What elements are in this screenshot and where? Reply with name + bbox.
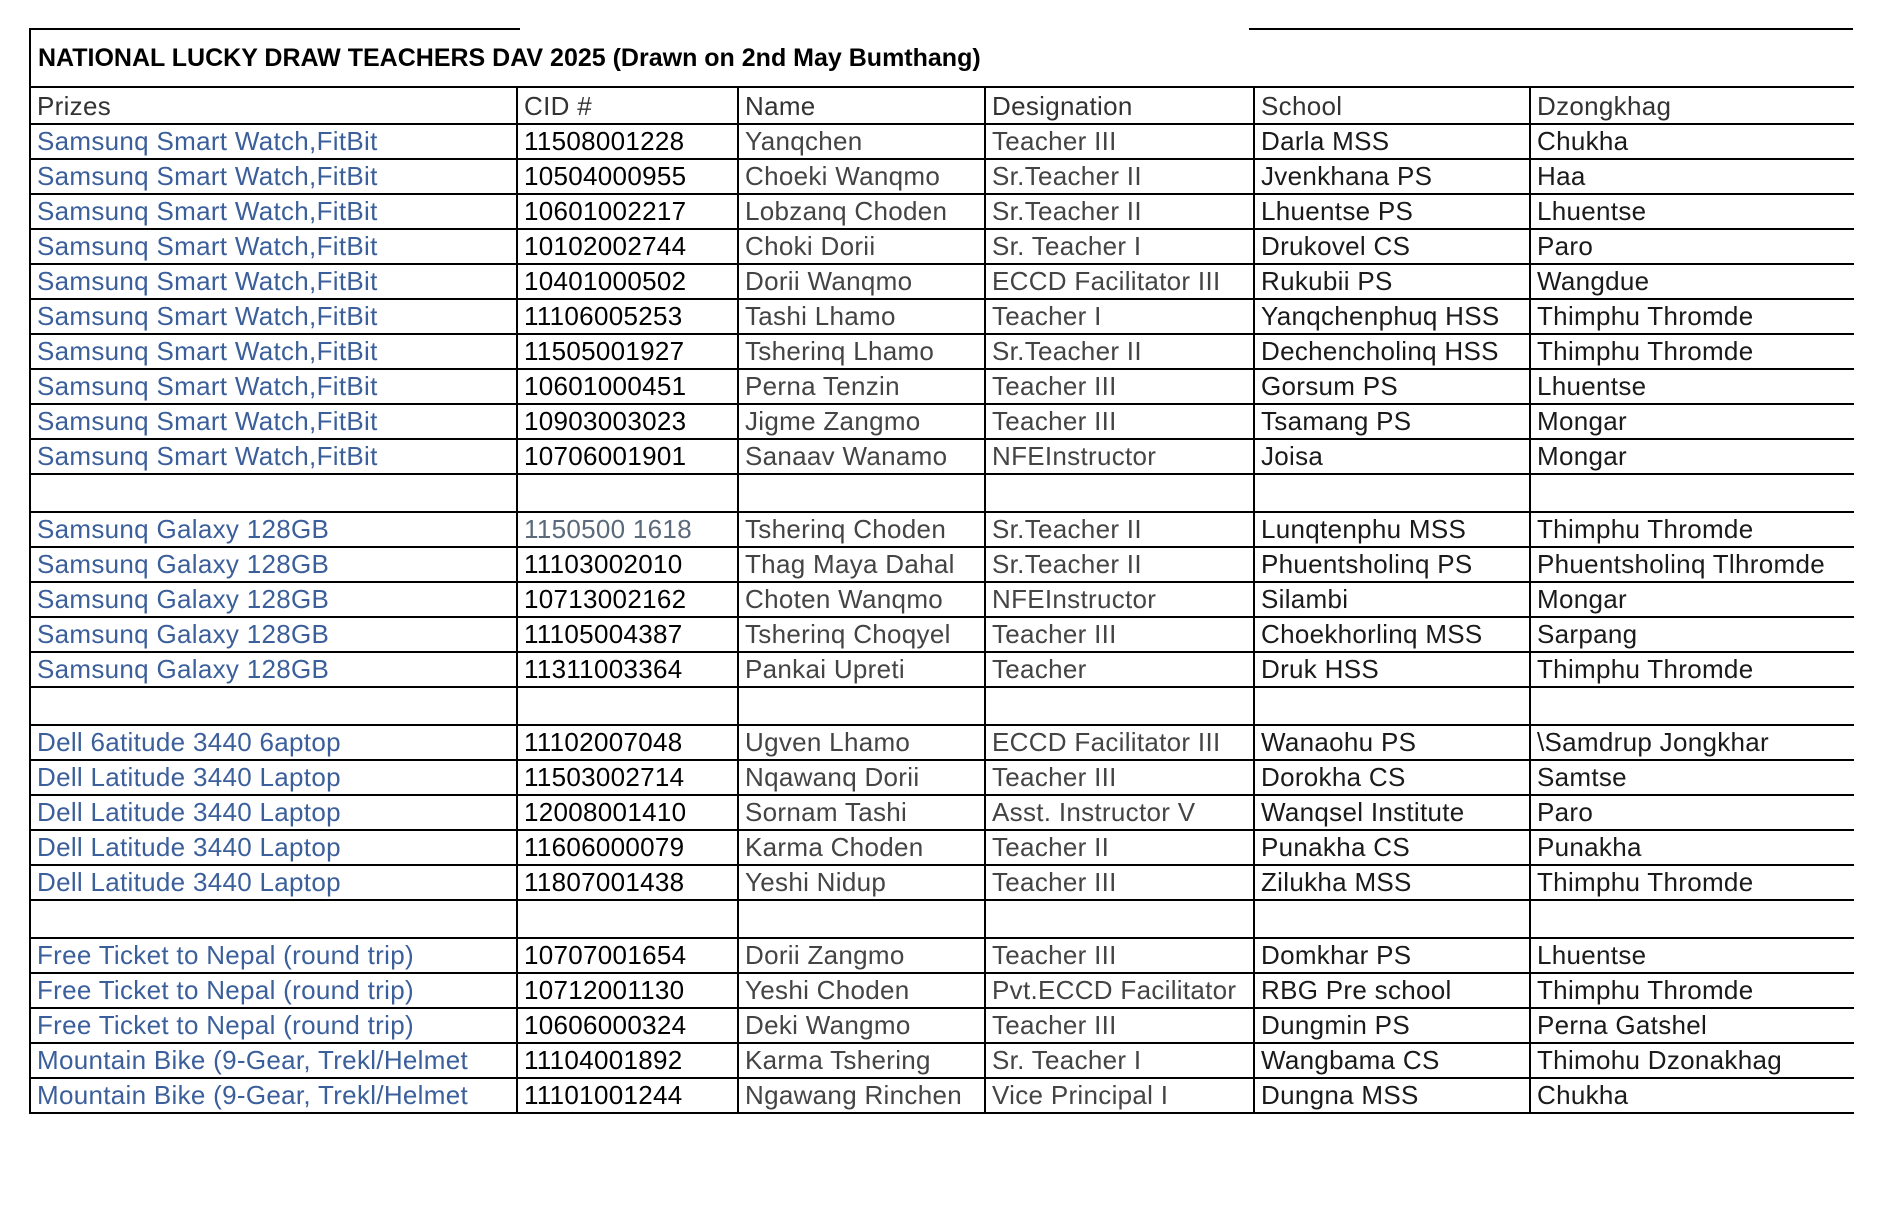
school-cell: Drukovel CS bbox=[1254, 229, 1530, 264]
name-cell: Ugven Lhamo bbox=[738, 725, 985, 760]
prize-cell: Samsunq Galaxy 128GB bbox=[30, 652, 517, 687]
designation-cell: ECCD Facilitator III bbox=[985, 264, 1254, 299]
cid-cell: 12008001410 bbox=[517, 795, 738, 830]
name-cell: Choki Dorii bbox=[738, 229, 985, 264]
designation-cell: Sr.Teacher II bbox=[985, 194, 1254, 229]
empty-cell bbox=[30, 474, 517, 512]
cid-cell: 10712001130 bbox=[517, 973, 738, 1008]
table-body bbox=[30, 124, 1854, 1113]
empty-cell bbox=[1254, 474, 1530, 512]
designation-cell: Teacher III bbox=[985, 1008, 1254, 1043]
spacer-row bbox=[30, 900, 1854, 938]
empty-cell bbox=[985, 900, 1254, 938]
column-header-prizes: Prizes bbox=[30, 87, 517, 124]
column-header-designation: Designation bbox=[985, 87, 1254, 124]
empty-cell bbox=[517, 474, 738, 512]
column-header-name: Name bbox=[738, 87, 985, 124]
name-cell: Yanqchen bbox=[738, 124, 985, 159]
empty-cell bbox=[738, 687, 985, 725]
school-cell: Wanaohu PS bbox=[1254, 725, 1530, 760]
designation-cell: NFEInstructor bbox=[985, 439, 1254, 474]
cid-cell: 11503002714 bbox=[517, 760, 738, 795]
school-cell: Joisa bbox=[1254, 439, 1530, 474]
designation-cell: Teacher III bbox=[985, 124, 1254, 159]
prize-cell: Free Ticket to Nepal (round trip) bbox=[30, 938, 517, 973]
prize-cell: Mountain Bike (9-Gear, Trekl/Helmet bbox=[30, 1078, 517, 1113]
prize-cell: Samsunq Smart Watch,FitBit bbox=[30, 229, 517, 264]
winner-row bbox=[30, 299, 1854, 334]
name-cell: Jigme Zangmo bbox=[738, 404, 985, 439]
header-row bbox=[30, 87, 1854, 124]
school-cell: Dechencholinq HSS bbox=[1254, 334, 1530, 369]
prize-cell: Samsunq Smart Watch,FitBit bbox=[30, 124, 517, 159]
empty-cell bbox=[1530, 687, 1854, 725]
dzongkhag-cell: Sarpang bbox=[1530, 617, 1854, 652]
empty-cell bbox=[1530, 900, 1854, 938]
school-cell: Punakha CS bbox=[1254, 830, 1530, 865]
winner-row bbox=[30, 865, 1854, 900]
designation-cell: Vice Principal I bbox=[985, 1078, 1254, 1113]
dzongkhag-cell: Paro bbox=[1530, 795, 1854, 830]
winner-row bbox=[30, 439, 1854, 474]
name-cell: Karma Choden bbox=[738, 830, 985, 865]
prize-cell: Samsunq Smart Watch,FitBit bbox=[30, 334, 517, 369]
school-cell: Lhuentse PS bbox=[1254, 194, 1530, 229]
cid-cell: 11606000079 bbox=[517, 830, 738, 865]
cid-cell: 10601002217 bbox=[517, 194, 738, 229]
cid-cell: 11106005253 bbox=[517, 299, 738, 334]
designation-cell: Sr.Teacher II bbox=[985, 512, 1254, 547]
dzongkhag-cell: Lhuentse bbox=[1530, 194, 1854, 229]
cid-cell: 11505001927 bbox=[517, 334, 738, 369]
name-cell: Dorii Zangmo bbox=[738, 938, 985, 973]
school-cell: RBG Pre school bbox=[1254, 973, 1530, 1008]
winner-row bbox=[30, 795, 1854, 830]
cid-cell: 11508001228 bbox=[517, 124, 738, 159]
dzongkhag-cell: Punakha bbox=[1530, 830, 1854, 865]
school-cell: Zilukha MSS bbox=[1254, 865, 1530, 900]
winner-row bbox=[30, 973, 1854, 1008]
name-cell: Choeki Wanqmo bbox=[738, 159, 985, 194]
winner-row bbox=[30, 264, 1854, 299]
designation-cell: Teacher III bbox=[985, 865, 1254, 900]
prize-cell: Samsunq Galaxy 128GB bbox=[30, 547, 517, 582]
empty-cell bbox=[1254, 687, 1530, 725]
winner-row bbox=[30, 124, 1854, 159]
name-cell: Tsherinq Choqyel bbox=[738, 617, 985, 652]
designation-cell: Teacher III bbox=[985, 760, 1254, 795]
name-cell: Choten Wanqmo bbox=[738, 582, 985, 617]
dzongkhag-cell: Samtse bbox=[1530, 760, 1854, 795]
empty-cell bbox=[30, 687, 517, 725]
school-cell: Silambi bbox=[1254, 582, 1530, 617]
cid-cell: 1150500 1618 bbox=[517, 512, 738, 547]
column-header-school: School bbox=[1254, 87, 1530, 124]
winner-row bbox=[30, 582, 1854, 617]
prize-cell: Samsunq Smart Watch,FitBit bbox=[30, 404, 517, 439]
cid-cell: 10102002744 bbox=[517, 229, 738, 264]
empty-cell bbox=[738, 900, 985, 938]
dzongkhag-cell: Lhuentse bbox=[1530, 938, 1854, 973]
winner-row bbox=[30, 194, 1854, 229]
prize-cell: Dell Latitude 3440 Laptop bbox=[30, 865, 517, 900]
dzongkhag-cell: Phuentsholinq Tlhromde bbox=[1530, 547, 1854, 582]
dzongkhag-cell: Chukha bbox=[1530, 124, 1854, 159]
name-cell: Tashi Lhamo bbox=[738, 299, 985, 334]
prize-cell: Samsunq Smart Watch,FitBit bbox=[30, 439, 517, 474]
school-cell: Dorokha CS bbox=[1254, 760, 1530, 795]
prize-cell: Free Ticket to Nepal (round trip) bbox=[30, 1008, 517, 1043]
school-cell: Rukubii PS bbox=[1254, 264, 1530, 299]
dzongkhag-cell: \Samdrup Jongkhar bbox=[1530, 725, 1854, 760]
winner-row bbox=[30, 512, 1854, 547]
designation-cell: Teacher III bbox=[985, 369, 1254, 404]
empty-cell bbox=[738, 474, 985, 512]
school-cell: Yanqchenphuq HSS bbox=[1254, 299, 1530, 334]
winner-row bbox=[30, 938, 1854, 973]
empty-cell bbox=[30, 900, 517, 938]
spacer-row bbox=[30, 474, 1854, 512]
prize-cell: Samsunq Galaxy 128GB bbox=[30, 617, 517, 652]
dzongkhag-cell: Mongar bbox=[1530, 582, 1854, 617]
winner-row bbox=[30, 229, 1854, 264]
dzongkhag-cell: Thimphu Thromde bbox=[1530, 299, 1854, 334]
designation-cell: Sr.Teacher II bbox=[985, 159, 1254, 194]
dzongkhag-cell: Mongar bbox=[1530, 439, 1854, 474]
designation-cell: Teacher bbox=[985, 652, 1254, 687]
cid-cell: 11105004387 bbox=[517, 617, 738, 652]
cid-cell: 10601000451 bbox=[517, 369, 738, 404]
prize-cell: Dell Latitude 3440 Laptop bbox=[30, 795, 517, 830]
name-cell: Perna Tenzin bbox=[738, 369, 985, 404]
winner-row bbox=[30, 725, 1854, 760]
dzongkhag-cell: Perna Gatshel bbox=[1530, 1008, 1854, 1043]
dzongkhag-cell: Haa bbox=[1530, 159, 1854, 194]
school-cell: Wanqsel Institute bbox=[1254, 795, 1530, 830]
winner-row bbox=[30, 760, 1854, 795]
school-cell: Tsamang PS bbox=[1254, 404, 1530, 439]
designation-cell: Teacher III bbox=[985, 404, 1254, 439]
school-cell: Dungna MSS bbox=[1254, 1078, 1530, 1113]
dzongkhag-cell: Thimphu Thromde bbox=[1530, 334, 1854, 369]
name-cell: Dorii Wanqmo bbox=[738, 264, 985, 299]
school-cell: Gorsum PS bbox=[1254, 369, 1530, 404]
empty-cell bbox=[1530, 474, 1854, 512]
designation-cell: Asst. Instructor V bbox=[985, 795, 1254, 830]
prize-cell: Dell 6atitude 3440 6aptop bbox=[30, 725, 517, 760]
winner-row bbox=[30, 1078, 1854, 1113]
cid-cell: 10504000955 bbox=[517, 159, 738, 194]
prize-cell: Samsunq Smart Watch,FitBit bbox=[30, 159, 517, 194]
prize-cell: Free Ticket to Nepal (round trip) bbox=[30, 973, 517, 1008]
cid-cell: 10706001901 bbox=[517, 439, 738, 474]
dzongkhag-cell: Chukha bbox=[1530, 1078, 1854, 1113]
cid-cell: 10401000502 bbox=[517, 264, 738, 299]
cid-cell: 11103002010 bbox=[517, 547, 738, 582]
winner-row bbox=[30, 652, 1854, 687]
empty-cell bbox=[517, 687, 738, 725]
cid-cell: 10713002162 bbox=[517, 582, 738, 617]
designation-cell: Sr.Teacher II bbox=[985, 547, 1254, 582]
prize-cell: Mountain Bike (9-Gear, Trekl/Helmet bbox=[30, 1043, 517, 1078]
designation-cell: Sr.Teacher II bbox=[985, 334, 1254, 369]
empty-cell bbox=[985, 474, 1254, 512]
dzongkhag-cell: Lhuentse bbox=[1530, 369, 1854, 404]
sheet-title: NATIONAL LUCKY DRAW TEACHERS DAV 2025 (Drawn on 2nd May Bumthang) bbox=[29, 30, 1853, 88]
designation-cell: Pvt.ECCD Facilitator bbox=[985, 973, 1254, 1008]
prize-cell: Samsunq Galaxy 128GB bbox=[30, 582, 517, 617]
name-cell: Sanaav Wanamo bbox=[738, 439, 985, 474]
name-cell: Tsherinq Choden bbox=[738, 512, 985, 547]
cid-cell: 10606000324 bbox=[517, 1008, 738, 1043]
cid-cell: 10707001654 bbox=[517, 938, 738, 973]
prize-cell: Samsunq Galaxy 128GB bbox=[30, 512, 517, 547]
winner-row bbox=[30, 617, 1854, 652]
winner-row bbox=[30, 404, 1854, 439]
designation-cell: Sr. Teacher I bbox=[985, 1043, 1254, 1078]
school-cell: Domkhar PS bbox=[1254, 938, 1530, 973]
name-cell: Tsherinq Lhamo bbox=[738, 334, 985, 369]
empty-cell bbox=[1254, 900, 1530, 938]
cid-cell: 11102007048 bbox=[517, 725, 738, 760]
school-cell: Dungmin PS bbox=[1254, 1008, 1530, 1043]
name-cell: Pankai Upreti bbox=[738, 652, 985, 687]
cid-cell: 11807001438 bbox=[517, 865, 738, 900]
winner-row bbox=[30, 1043, 1854, 1078]
dzongkhag-cell: Thimphu Thromde bbox=[1530, 652, 1854, 687]
designation-cell: ECCD Facilitator III bbox=[985, 725, 1254, 760]
designation-cell: NFEInstructor bbox=[985, 582, 1254, 617]
school-cell: Lunqtenphu MSS bbox=[1254, 512, 1530, 547]
name-cell: Yeshi Choden bbox=[738, 973, 985, 1008]
designation-cell: Sr. Teacher I bbox=[985, 229, 1254, 264]
cid-cell: 11311003364 bbox=[517, 652, 738, 687]
empty-cell bbox=[517, 900, 738, 938]
cid-cell: 10903003023 bbox=[517, 404, 738, 439]
school-cell: Phuentsholinq PS bbox=[1254, 547, 1530, 582]
name-cell: Ngawang Rinchen bbox=[738, 1078, 985, 1113]
winner-row bbox=[30, 1008, 1854, 1043]
name-cell: Yeshi Nidup bbox=[738, 865, 985, 900]
designation-cell: Teacher II bbox=[985, 830, 1254, 865]
column-header-cid: CID # bbox=[517, 87, 738, 124]
cid-cell: 11104001892 bbox=[517, 1043, 738, 1078]
dzongkhag-cell: Thimphu Thromde bbox=[1530, 512, 1854, 547]
dzongkhag-cell: Mongar bbox=[1530, 404, 1854, 439]
name-cell: Lobzanq Choden bbox=[738, 194, 985, 229]
winner-row bbox=[30, 547, 1854, 582]
school-cell: Wangbama CS bbox=[1254, 1043, 1530, 1078]
designation-cell: Teacher I bbox=[985, 299, 1254, 334]
prize-cell: Dell Latitude 3440 Laptop bbox=[30, 760, 517, 795]
dzongkhag-cell: Thimohu Dzonakhag bbox=[1530, 1043, 1854, 1078]
prize-cell: Samsunq Smart Watch,FitBit bbox=[30, 194, 517, 229]
school-cell: Jvenkhana PS bbox=[1254, 159, 1530, 194]
dzongkhag-cell: Wangdue bbox=[1530, 264, 1854, 299]
spacer-row bbox=[30, 687, 1854, 725]
name-cell: Deki Wangmo bbox=[738, 1008, 985, 1043]
cid-cell: 11101001244 bbox=[517, 1078, 738, 1113]
name-cell: Thag Maya Dahal bbox=[738, 547, 985, 582]
dzongkhag-cell: Thimphu Thromde bbox=[1530, 973, 1854, 1008]
prize-cell: Samsunq Smart Watch,FitBit bbox=[30, 369, 517, 404]
empty-cell bbox=[985, 687, 1254, 725]
winners-table bbox=[29, 86, 1854, 1114]
designation-cell: Teacher III bbox=[985, 617, 1254, 652]
name-cell: Karma Tshering bbox=[738, 1043, 985, 1078]
name-cell: Sornam Tashi bbox=[738, 795, 985, 830]
winner-row bbox=[30, 334, 1854, 369]
prize-cell: Samsunq Smart Watch,FitBit bbox=[30, 299, 517, 334]
school-cell: Druk HSS bbox=[1254, 652, 1530, 687]
school-cell: Darla MSS bbox=[1254, 124, 1530, 159]
prize-cell: Samsunq Smart Watch,FitBit bbox=[30, 264, 517, 299]
school-cell: Choekhorlinq MSS bbox=[1254, 617, 1530, 652]
designation-cell: Teacher III bbox=[985, 938, 1254, 973]
dzongkhag-cell: Paro bbox=[1530, 229, 1854, 264]
winner-row bbox=[30, 830, 1854, 865]
name-cell: Nqawanq Dorii bbox=[738, 760, 985, 795]
prize-cell: Dell Latitude 3440 Laptop bbox=[30, 830, 517, 865]
column-header-dzongkhag: Dzongkhag bbox=[1530, 87, 1854, 124]
winner-row bbox=[30, 159, 1854, 194]
dzongkhag-cell: Thimphu Thromde bbox=[1530, 865, 1854, 900]
winner-row bbox=[30, 369, 1854, 404]
